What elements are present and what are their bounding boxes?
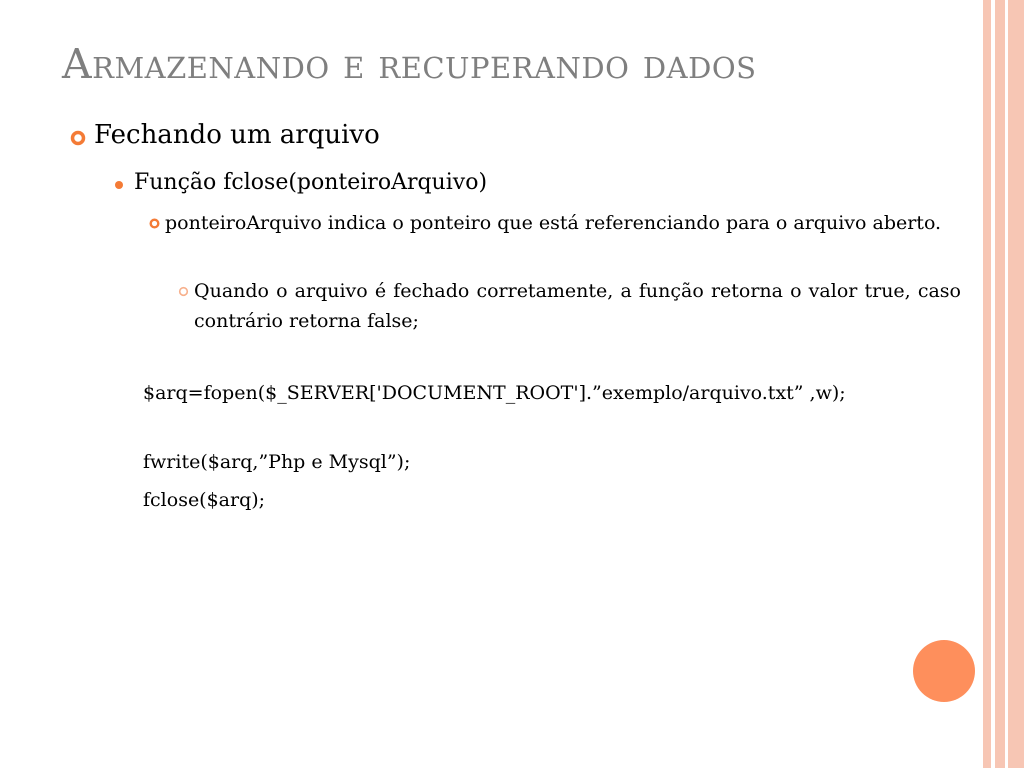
code-line-fopen: $arq=fopen($_SERVER['DOCUMENT_ROOT'].”exemplo/arquivo.txt” ,w); [143, 382, 846, 404]
code-line-fwrite: fwrite($arq,”Php e Mysql”); [143, 451, 411, 473]
decorative-circle [913, 640, 975, 702]
decorative-stripe [983, 0, 991, 768]
code-line-fclose: fclose($arq); [143, 489, 266, 511]
decorative-stripe [1008, 0, 1024, 768]
bullet-level-1 [62, 120, 962, 156]
bullet-level-1-text: Fechando um arquivo [94, 120, 380, 150]
bullet-level-4 [172, 276, 961, 336]
bullet-level-2-text: Função fclose(ponteiroArquivo) [134, 170, 488, 195]
decorative-stripe [995, 0, 1005, 768]
ring-bullet-icon [62, 120, 94, 156]
slide-title: Armazenando e recuperando dados [62, 40, 757, 88]
bullet-level-2 [104, 170, 964, 200]
bullet-level-4-text: Quando o arquivo é fechado corretamente, a função retorna o valor true, caso contrário retorna false; [194, 280, 961, 332]
ring-bullet-icon [172, 276, 194, 306]
bullet-level-3-text: ponteiroArquivo indica o ponteiro que está referenciando para o arquivo aberto. [165, 212, 942, 234]
bullet-level-3 [143, 208, 961, 238]
dot-bullet-icon [104, 170, 134, 200]
ring-bullet-icon [143, 208, 165, 238]
